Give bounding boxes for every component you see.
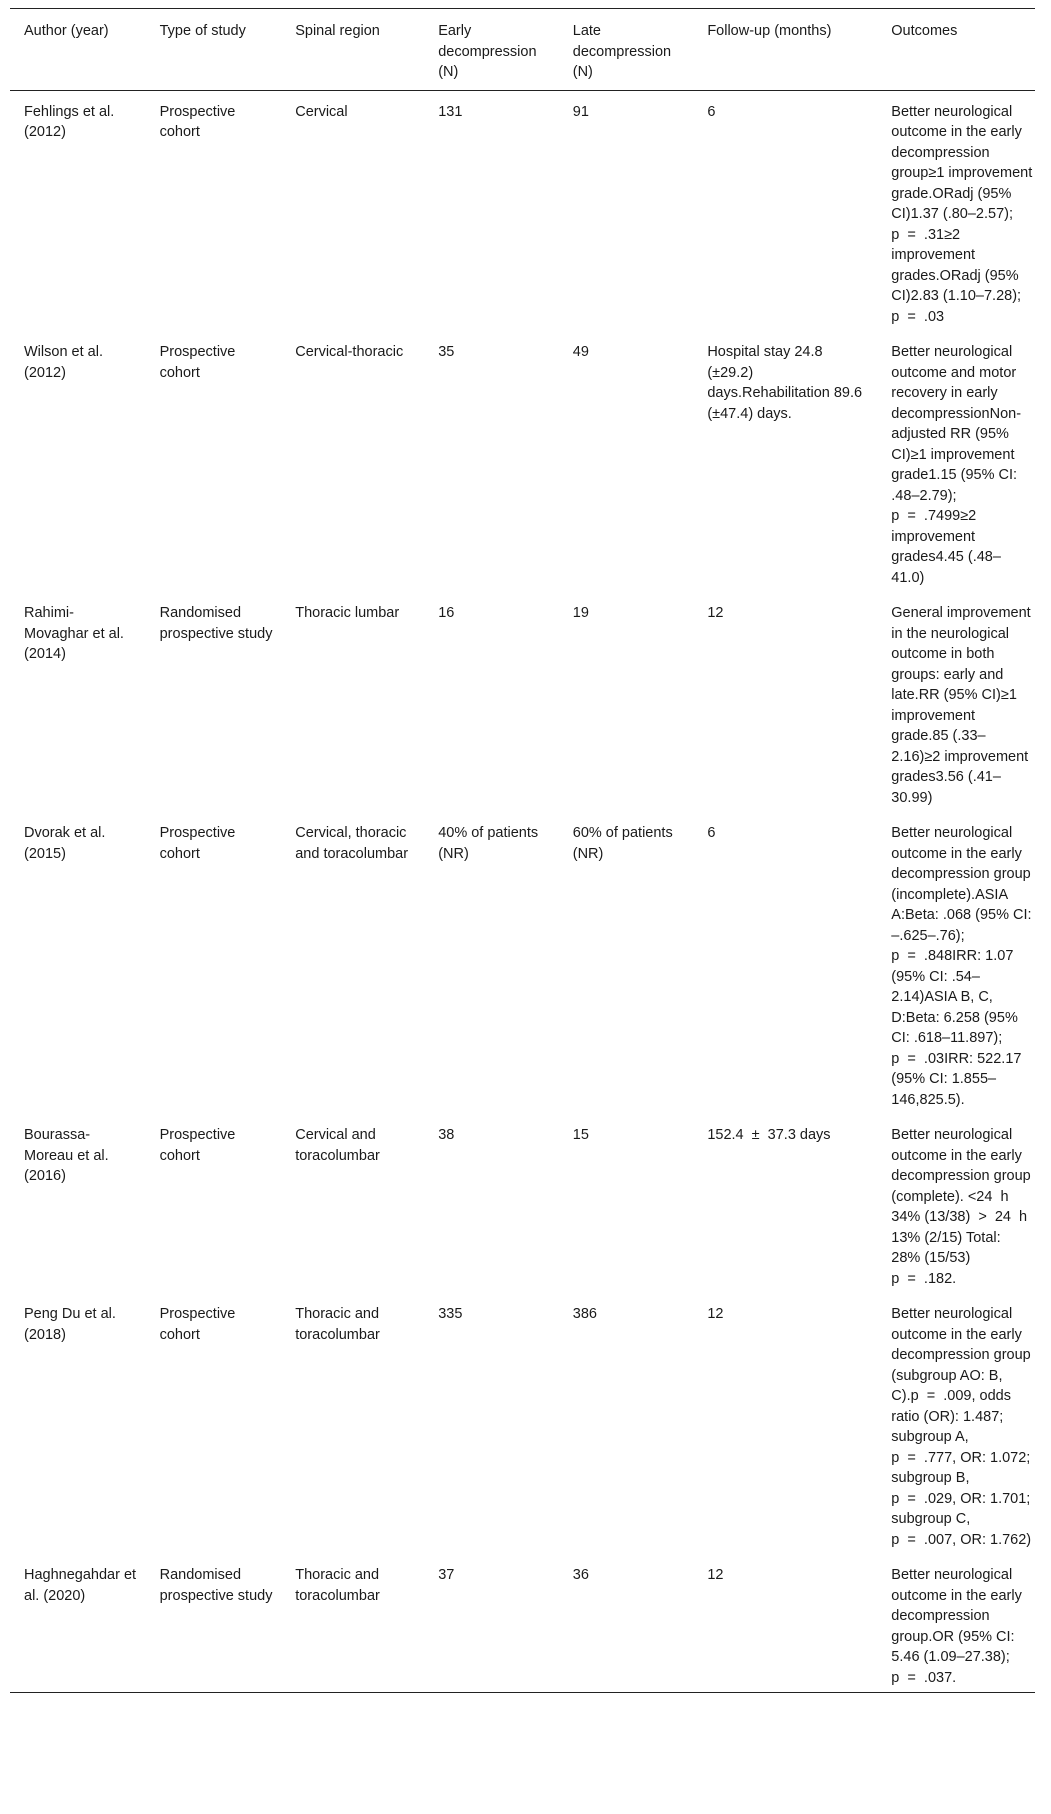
cell-author: Dvorak et al. (2015)	[24, 825, 106, 862]
cell-region: Cervical	[295, 103, 348, 120]
header-late-decompression: Late decompression (N)	[572, 23, 672, 80]
cell-type: Prospective cohort	[159, 103, 236, 140]
table-row	[10, 331, 1035, 592]
cell-early: 35	[438, 344, 455, 360]
cell-late: 60% of patients (NR)	[572, 825, 673, 862]
cell-followup: 12	[707, 605, 724, 621]
table-row	[10, 1554, 1035, 1693]
cell-early: 37	[438, 1567, 455, 1583]
header-spinal-region: Spinal region	[295, 23, 380, 39]
cell-outcomes: Better neurological outcome in the early decompression group (complete). <24 h 34% (13/38) > 24 h 13% (2/15) Total: 28% (15/53) p = .182.	[891, 1127, 1031, 1287]
table-row	[10, 812, 1035, 1114]
cell-outcomes: Better neurological outcome in the early decompression group.OR (95% CI: 5.46 (1.09–27.38); p = .037.	[891, 1567, 1022, 1686]
cell-late: 15	[572, 1127, 589, 1143]
cell-outcomes: General improvement in the neurological outcome in both groups: early and late.RR (95% CI)≥1 improvement grade.85 (.33–2.16)≥2 improvement grades3.56 (.41–30.99)	[891, 605, 1031, 806]
cell-early: 335	[438, 1306, 463, 1322]
header-row	[10, 9, 1035, 91]
cell-outcomes: Better neurological outcome and motor recovery in early decompressionNon-adjusted RR (95% CI)≥1 improvement grade1.15 (95% CI: .48–2.79); p = .7499≥2 improvement grades4.45 (.48–41.0)	[891, 344, 1022, 586]
header-outcomes: Outcomes	[891, 23, 958, 39]
cell-outcomes: Better neurological outcome in the early decompression group (incomplete).ASIA A:Beta: .068 (95% CI: –.625–.76); p = .848IRR: 1.07 (95% CI: .54–2.14)ASIA B, C, D:Beta: 6.258 (95% CI: .618–11.897); p = .03IRR: 522.17 (95% CI: 1.855–146,825.5).	[891, 825, 1032, 1108]
header-type-of-study: Type of study	[159, 23, 246, 39]
cell-type: Randomised prospective study	[159, 605, 273, 642]
cell-type: Prospective cohort	[159, 1306, 236, 1343]
header-follow-up: Follow-up (months)	[707, 23, 832, 39]
cell-outcomes: Better neurological outcome in the early decompression group (subgroup AO: B, C).p = .009, odds ratio (OR): 1.487; subgroup A, p = .777, OR: 1.072; subgroup B, p = .029, OR: 1.701; subgroup C, p = .007, OR: 1.762)	[891, 1306, 1032, 1548]
table-row	[10, 1293, 1035, 1554]
cell-author: Peng Du et al. (2018)	[24, 1306, 116, 1343]
cell-outcomes: Better neurological outcome in the early decompression group≥1 improvement grade.ORadj (95% CI)1.37 (.80–2.57); p = .31≥2 improvement grades.ORadj (95% CI)2.83 (1.10–7.28); p = .03	[891, 103, 1033, 325]
header-author: Author (year)	[24, 23, 109, 39]
cell-region: Thoracic lumbar	[295, 605, 400, 621]
cell-late: 19	[572, 605, 589, 621]
cell-author: Bourassa-Moreau et al. (2016)	[24, 1127, 109, 1184]
cell-followup: 6	[707, 103, 716, 120]
cell-author: Wilson et al. (2012)	[24, 344, 103, 381]
cell-early: 40% of patients (NR)	[438, 825, 539, 862]
cell-followup: 6	[707, 825, 716, 841]
cell-type: Prospective cohort	[159, 1127, 236, 1164]
cell-author: Fehlings et al. (2012)	[24, 103, 115, 140]
table-row	[10, 90, 1035, 331]
cell-author: Haghnegahdar et al. (2020)	[24, 1567, 137, 1604]
cell-type: Randomised prospective study	[159, 1567, 273, 1604]
cell-followup: Hospital stay 24.8 (±29.2) days.Rehabilitation 89.6 (±47.4) days.	[707, 344, 863, 422]
cell-late: 386	[572, 1306, 597, 1322]
cell-type: Prospective cohort	[159, 825, 236, 862]
studies-table	[10, 8, 1035, 1693]
cell-region: Cervical and toracolumbar	[295, 1127, 380, 1164]
cell-region: Cervical-thoracic	[295, 344, 404, 360]
cell-region: Cervical, thoracic and toracolumbar	[295, 825, 409, 862]
cell-early: 131	[438, 103, 463, 120]
table-row	[10, 592, 1035, 812]
cell-early: 38	[438, 1127, 455, 1143]
cell-early: 16	[438, 605, 455, 621]
cell-type: Prospective cohort	[159, 344, 236, 381]
cell-followup: 12	[707, 1306, 724, 1322]
cell-late: 91	[572, 103, 589, 120]
cell-region: Thoracic and toracolumbar	[295, 1306, 380, 1343]
header-early-decompression: Early decompression (N)	[438, 23, 537, 80]
cell-followup: 12	[707, 1567, 724, 1583]
cell-late: 36	[572, 1567, 589, 1583]
cell-late: 49	[572, 344, 589, 360]
cell-followup: 152.4 ± 37.3 days	[707, 1127, 831, 1143]
table-row	[10, 1114, 1035, 1293]
cell-author: Rahimi-Movaghar et al. (2014)	[24, 605, 124, 662]
cell-region: Thoracic and toracolumbar	[295, 1567, 380, 1604]
